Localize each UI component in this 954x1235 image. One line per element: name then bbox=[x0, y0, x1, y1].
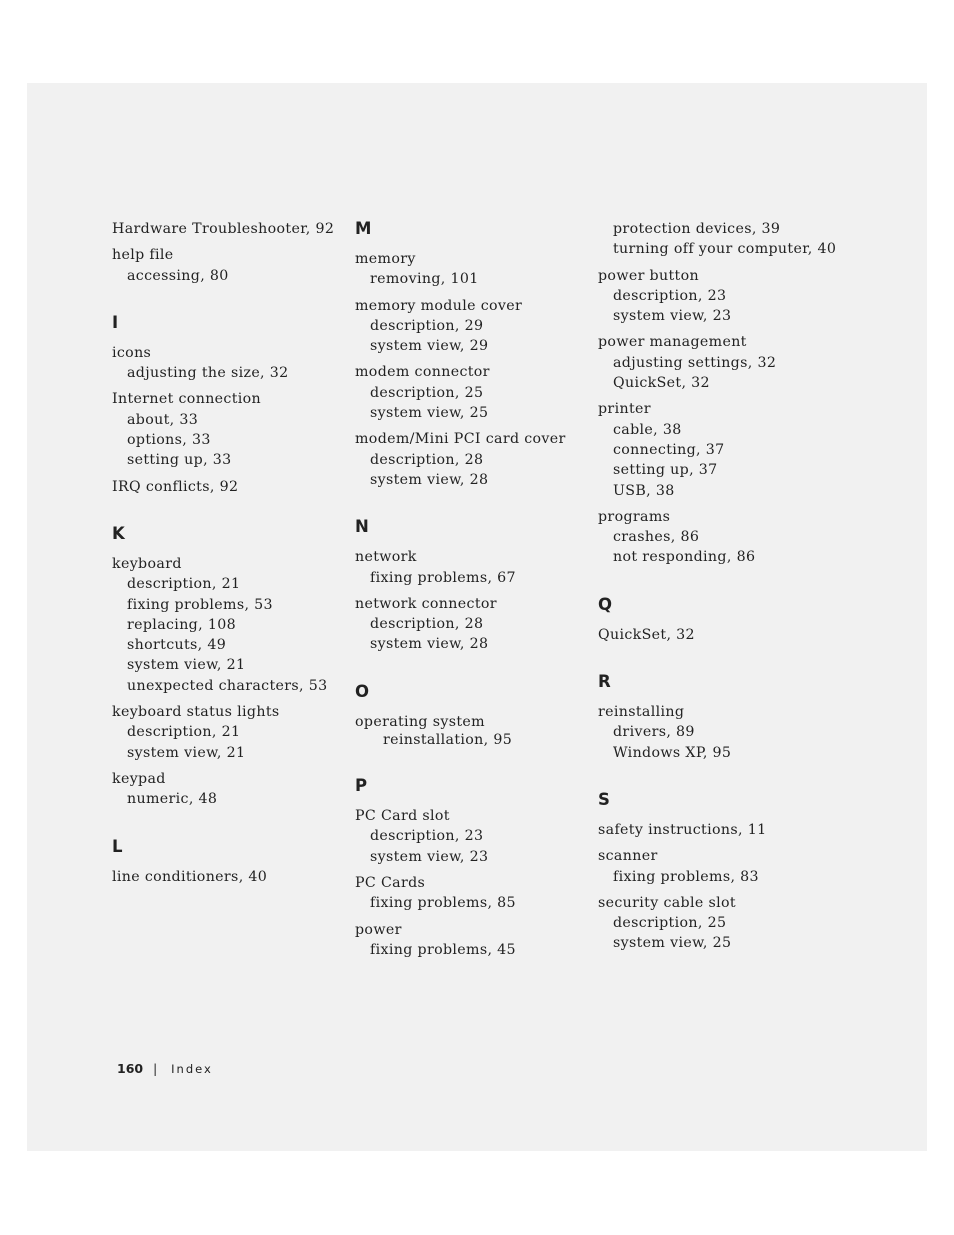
index-term: IRQ conflicts, 92 bbox=[112, 478, 239, 495]
index-entry bbox=[355, 547, 585, 588]
index-subentry: fixing problems, 45 bbox=[370, 941, 516, 958]
index-term: network bbox=[355, 549, 417, 566]
section-letter-n: N bbox=[355, 517, 369, 537]
index-subentry: setting up, 37 bbox=[613, 462, 718, 479]
section-letter-l: L bbox=[112, 836, 123, 856]
section-title: Index bbox=[171, 1062, 213, 1076]
index-entry bbox=[598, 219, 837, 260]
index-subentry: system view, 25 bbox=[370, 405, 489, 422]
index-entry bbox=[355, 429, 585, 490]
section-letter-i: I bbox=[112, 312, 119, 332]
section-letter-r: R bbox=[598, 672, 611, 692]
section-letter-m: M bbox=[355, 219, 372, 238]
index-entry bbox=[355, 920, 585, 961]
index-subentry: description, 25 bbox=[370, 384, 484, 401]
section-letter-k: K bbox=[112, 523, 125, 543]
index-entry bbox=[112, 343, 342, 384]
index-subentry: description, 21 bbox=[127, 724, 241, 741]
section-letter-s: S bbox=[598, 789, 610, 809]
index-subentry: about, 33 bbox=[127, 411, 199, 428]
index-entry bbox=[355, 296, 585, 357]
index-entry bbox=[112, 219, 342, 239]
index-term: safety instructions, 11 bbox=[598, 821, 767, 838]
index-term: PC Cards bbox=[355, 874, 426, 891]
section-letter-o: O bbox=[355, 681, 370, 701]
index-entry bbox=[598, 507, 828, 568]
index-subentry: system view, 28 bbox=[370, 636, 489, 653]
index-entry bbox=[355, 873, 585, 914]
index-term: modem connector bbox=[355, 364, 490, 381]
index-column-3 bbox=[598, 219, 837, 960]
index-subentry: cable, 38 bbox=[613, 421, 682, 438]
index-subentry: setting up, 33 bbox=[127, 452, 232, 469]
index-subentry: Windows XP, 95 bbox=[613, 744, 732, 761]
index-entry bbox=[598, 702, 828, 763]
index-term: memory module cover bbox=[355, 297, 523, 314]
index-term: QuickSet, 32 bbox=[598, 626, 695, 643]
index-entry bbox=[112, 389, 342, 470]
index-subentry: system view, 23 bbox=[613, 308, 732, 325]
index-term: programs bbox=[598, 508, 671, 525]
index-subentry: accessing, 80 bbox=[127, 267, 229, 284]
index-term: keyboard bbox=[112, 555, 182, 572]
index-term: PC Card slot bbox=[355, 808, 450, 825]
index-subentry: crashes, 86 bbox=[613, 529, 700, 546]
index-term: scanner bbox=[598, 848, 658, 865]
index-entry bbox=[112, 477, 342, 497]
page-footer bbox=[117, 1061, 213, 1076]
index-subentry: description, 21 bbox=[127, 576, 241, 593]
index-subentry: replacing, 108 bbox=[127, 616, 236, 633]
index-subentry: not responding, 86 bbox=[613, 549, 756, 566]
index-entry bbox=[598, 893, 828, 954]
index-subentry: description, 25 bbox=[613, 915, 727, 932]
index-subentry: system view, 29 bbox=[370, 338, 489, 355]
index-subentry: system view, 23 bbox=[370, 848, 489, 865]
index-entry bbox=[355, 362, 585, 423]
index-subentry: adjusting settings, 32 bbox=[613, 354, 777, 371]
index-entry bbox=[112, 245, 342, 286]
index-subentry: fixing problems, 83 bbox=[613, 868, 759, 885]
index-term: modem/Mini PCI card cover bbox=[355, 431, 566, 448]
index-term: power management bbox=[598, 334, 747, 351]
index-subentry: shortcuts, 49 bbox=[127, 637, 227, 654]
index-entry bbox=[598, 399, 828, 500]
index-subentry: system view, 25 bbox=[613, 935, 732, 952]
index-entry bbox=[112, 867, 342, 887]
index-term: line conditioners, 40 bbox=[112, 868, 268, 885]
index-subentry: unexpected characters, 53 bbox=[127, 677, 328, 694]
index-entry bbox=[112, 702, 342, 763]
index-subentry: fixing problems, 67 bbox=[370, 569, 516, 586]
index-subentry: description, 23 bbox=[370, 828, 484, 845]
index-subentry: fixing problems, 85 bbox=[370, 895, 516, 912]
index-term: security cable slot bbox=[598, 894, 736, 911]
index-subentry: system view, 21 bbox=[127, 744, 246, 761]
index-subentry: QuickSet, 32 bbox=[613, 375, 710, 392]
index-subentry: adjusting the size, 32 bbox=[127, 365, 289, 382]
index-subentry: protection devices, 39 bbox=[613, 221, 781, 237]
index-subentry: description, 29 bbox=[370, 317, 484, 334]
index-term: keypad bbox=[112, 770, 166, 787]
index-subentry: fixing problems, 53 bbox=[127, 596, 273, 613]
index-subentry: reinstallation, 95 bbox=[383, 732, 513, 749]
index-entry bbox=[355, 249, 585, 290]
page-number: 160 bbox=[117, 1061, 144, 1076]
index-subentry: removing, 101 bbox=[370, 271, 479, 288]
index-subentry: drivers, 89 bbox=[613, 724, 695, 741]
index-term: power bbox=[355, 921, 402, 938]
index-term: operating system bbox=[355, 713, 485, 730]
index-subentry: description, 23 bbox=[613, 287, 727, 304]
index-entry bbox=[598, 266, 828, 327]
section-letter-p: P bbox=[355, 776, 368, 796]
index-term: network connector bbox=[355, 595, 497, 612]
index-term: Hardware Troubleshooter, 92 bbox=[112, 221, 335, 237]
index-subentry: USB, 38 bbox=[613, 482, 675, 499]
index-term: Internet connection bbox=[112, 391, 262, 408]
index-subentry: turning off your computer, 40 bbox=[613, 241, 837, 258]
index-column-1 bbox=[112, 219, 342, 893]
index-term: icons bbox=[112, 344, 152, 361]
section-letter-q: Q bbox=[598, 594, 613, 614]
index-term: printer bbox=[598, 401, 651, 418]
index-term: reinstalling bbox=[598, 704, 685, 721]
index-subentry: system view, 21 bbox=[127, 657, 246, 674]
index-term: help file bbox=[112, 247, 174, 264]
index-entry bbox=[598, 332, 828, 393]
index-subentry: system view, 28 bbox=[370, 471, 489, 488]
index-entry bbox=[112, 554, 342, 696]
index-entry bbox=[355, 712, 585, 749]
index-subentry: numeric, 48 bbox=[127, 791, 218, 808]
index-column-2 bbox=[355, 219, 585, 966]
index-subentry: description, 28 bbox=[370, 616, 484, 633]
index-entry bbox=[598, 820, 828, 840]
index-entry bbox=[355, 806, 585, 867]
index-term: memory bbox=[355, 251, 416, 267]
index-subentry: options, 33 bbox=[127, 432, 211, 449]
index-entry bbox=[355, 594, 585, 655]
index-entry bbox=[112, 769, 342, 810]
index-term: keyboard status lights bbox=[112, 704, 280, 721]
index-entry bbox=[598, 846, 828, 887]
index-entry bbox=[598, 625, 828, 645]
index-subentry: connecting, 37 bbox=[613, 441, 725, 458]
footer-separator: | bbox=[153, 1062, 158, 1076]
index-term: power button bbox=[598, 267, 699, 284]
index-subentry: description, 28 bbox=[370, 451, 484, 468]
